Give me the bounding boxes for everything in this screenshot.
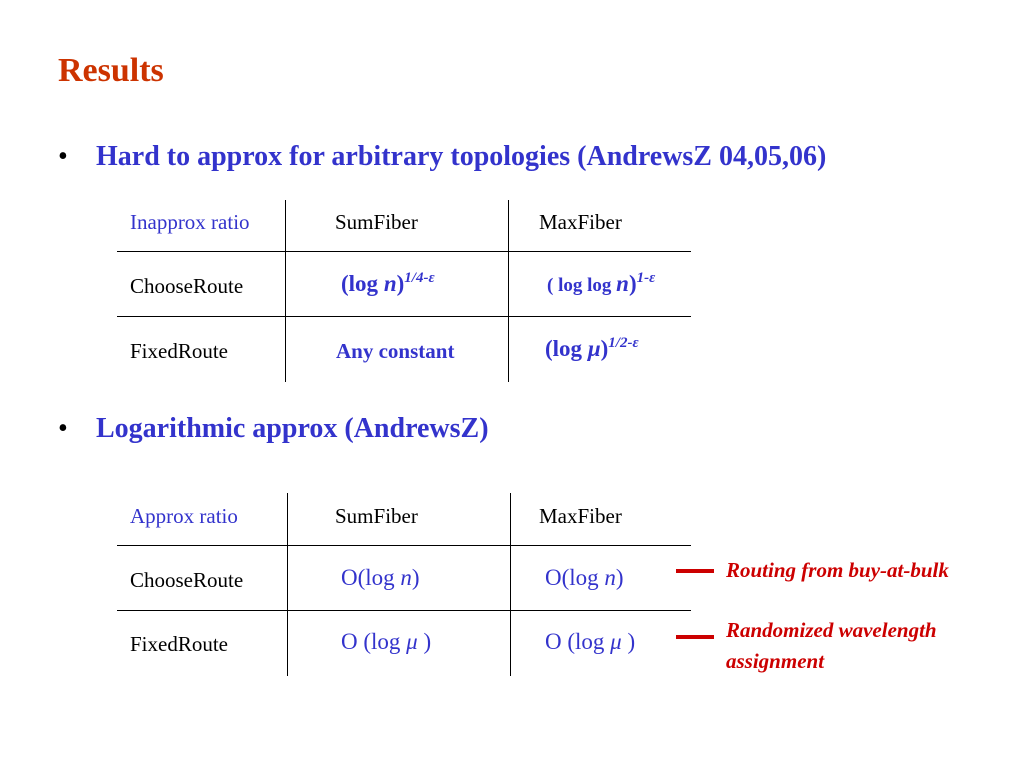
bullet-hardness-text: Hard to approx for arbitrary topologies (AndrewsZ 04,05,06): [96, 141, 827, 172]
row-label-fixedroute: FixedRoute: [130, 632, 228, 656]
row-label-chooseroute: ChooseRoute: [130, 274, 244, 298]
table-header-ratio: Inapprox ratio: [130, 210, 250, 234]
cell-chooseroute-sumfiber: O(log n): [341, 565, 420, 590]
cell-fixedroute-sumfiber: Any constant: [336, 339, 455, 363]
cell-fixedroute-maxfiber: (log μ)$^{1/2-\varepsilon}$: [545, 335, 639, 361]
table-divider: [508, 200, 509, 382]
cell-fixedroute-maxfiber: O (log μ ): [545, 629, 636, 654]
bullet-log-approx: [58, 413, 489, 445]
table-header-sumfiber: SumFiber: [335, 210, 418, 234]
table-header-sumfiber: SumFiber: [335, 504, 418, 528]
table-header-ratio: Approx ratio: [130, 504, 238, 528]
cell-chooseroute-maxfiber: O(log n): [545, 565, 624, 590]
bullet-dot: •: [58, 413, 68, 444]
slide-title: Results: [58, 52, 164, 89]
note-dash: [676, 635, 714, 639]
row-label-chooseroute: ChooseRoute: [130, 568, 244, 592]
bullet-log-approx-text: Logarithmic approx (AndrewsZ): [96, 413, 489, 444]
approx-table: [117, 493, 691, 676]
table-divider: [117, 316, 691, 317]
table-divider: [117, 545, 691, 546]
bullet-dot: •: [58, 141, 68, 172]
table-header-maxfiber: MaxFiber: [539, 210, 622, 234]
note-randomized-wavelength: Randomized wavelength assignment: [726, 618, 937, 673]
cell-chooseroute-sumfiber: (log n)$^{1/4-\varepsilon}$: [341, 270, 435, 296]
cell-chooseroute-maxfiber: ( log log n)$^{1-\varepsilon}$: [547, 270, 656, 296]
inapprox-table: [117, 200, 691, 382]
table-divider: [510, 493, 511, 676]
table-header-maxfiber: MaxFiber: [539, 504, 622, 528]
table-divider: [287, 493, 288, 676]
note-buy-at-bulk: Routing from buy-at-bulk: [726, 558, 949, 582]
cell-fixedroute-sumfiber: O (log μ ): [341, 629, 432, 654]
note-dash: [676, 569, 714, 573]
table-divider: [285, 200, 286, 382]
table-divider: [117, 610, 691, 611]
row-label-fixedroute: FixedRoute: [130, 339, 228, 363]
bullet-hardness: [58, 141, 826, 173]
table-divider: [117, 251, 691, 252]
